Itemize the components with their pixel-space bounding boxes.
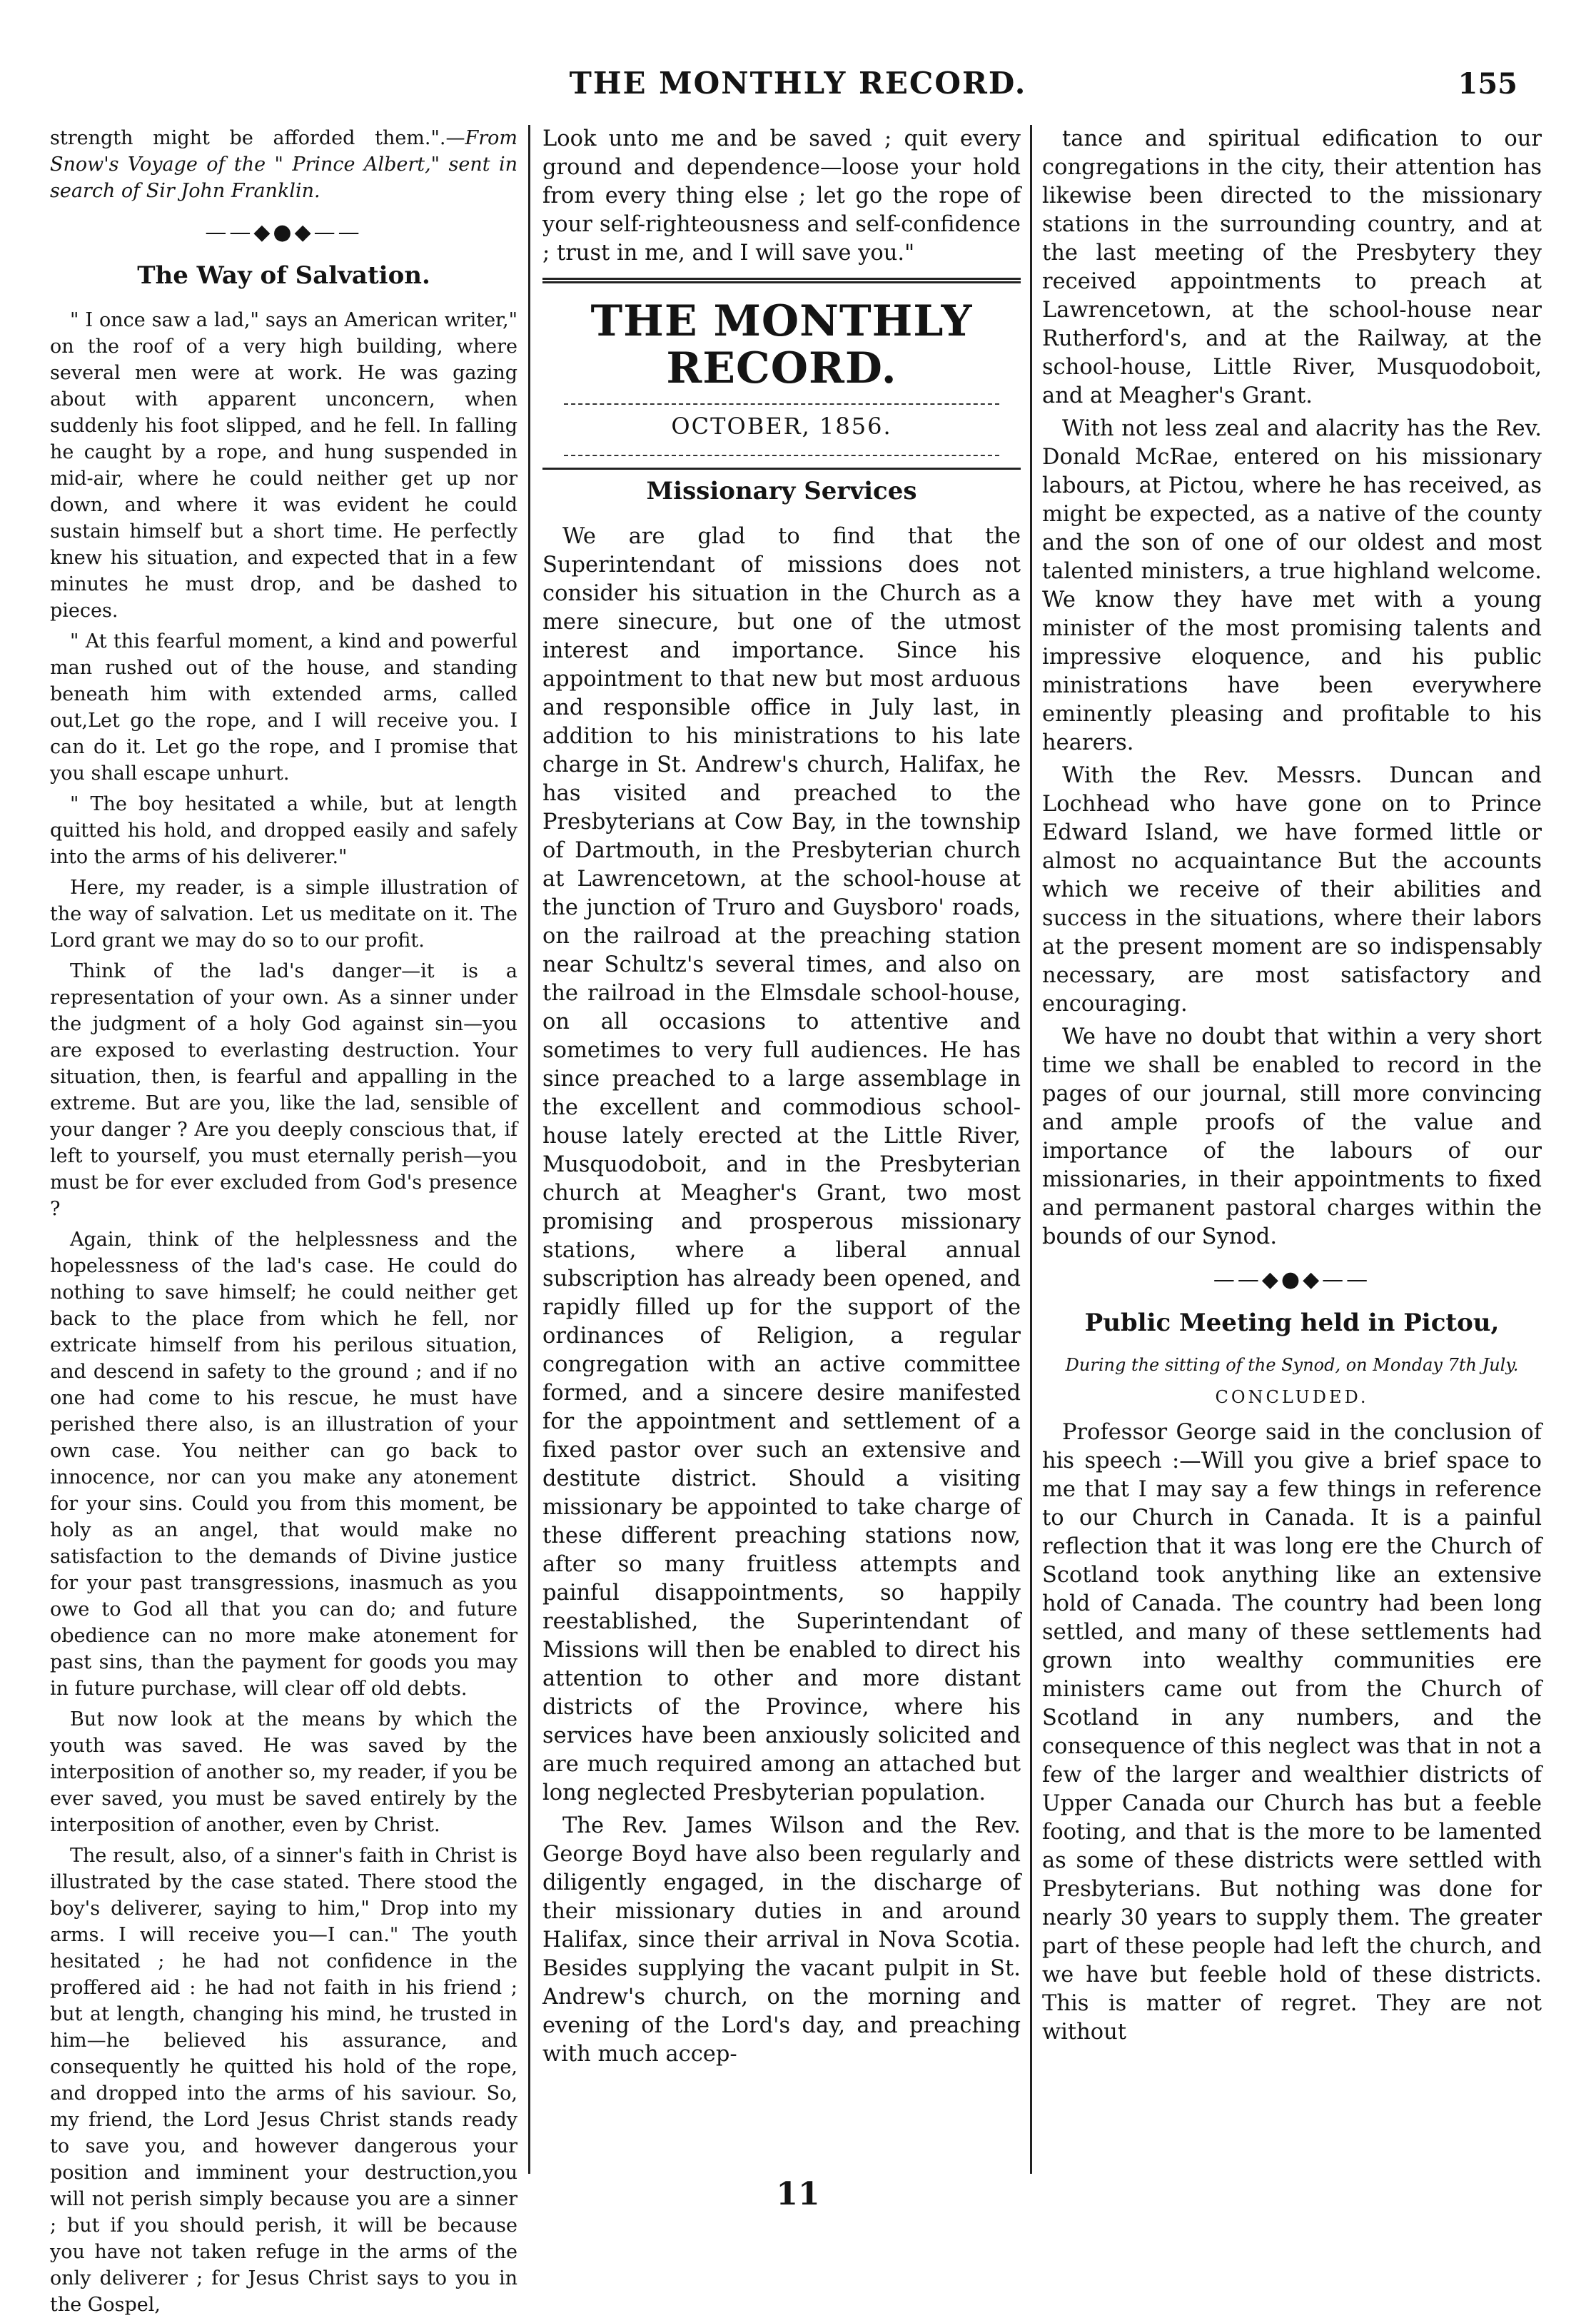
way-of-salvation-paragraph: " The boy hesitated a while, but at length quitted his hold, and dropped easily and safely into the arms of his deliverer." [50, 793, 517, 868]
missionary-continued-paragraph: With not less zeal and alacrity has the Rev. Donald McRae, entered on his missionary labours, at Pictou, where he has received, as might be expected, as a native of the county and the son of one of our oldest and most talented ministers, a true highland welcome. We know they have met with a young minister of the most promising talents and impressive eloquence, and his public ministrations have been everywhere eminently pleasing and profitable to his hearers. [1042, 416, 1542, 755]
missionary-continued-paragraph: With the Rev. Messrs. Duncan and Lochhead who have gone on to Prince Edward Island, we have formed little or almost no acquaintance But the accounts which we receive of their abilities and success in the situations, where their labors at the present moment are so indispensably necessary, are most satisfactory and encouraging. [1042, 763, 1542, 1017]
way-of-salvation-paragraph: " I once saw a lad," says an American writer," on the roof of a very high building, where several men were at work. He was gazing about with apparent unconcern, when suddenly his foot slipped, and he fell. In falling he caught by a rope, and hung suspended in mid-air, where he could neither get up nor down, and where it was evident he could sustain himself but a short time. He perfectly knew his situation, and expected that in a few minutes he must drop, and be dashed to pieces. [50, 309, 517, 622]
article-body-way-of-salvation [50, 307, 517, 2318]
section-ornament: ——◆●◆—— [1213, 1267, 1371, 1292]
column-rule-left [528, 125, 530, 2174]
section-ornament: ——◆●◆—— [205, 220, 363, 245]
way-of-salvation-paragraph: Again, think of the helplessness and the hopelessness of the lad's case. He could do nothing to save himself; he could neither get back to the place from which he fell, nor extricate himself from his perilous situation, and descend in safety to the ground ; and if no one had come to his rescue, he must have perished there also, is an illustration of your own case. You neither can go back to innocence, nor can you make any atonement for your sins. Could you from this moment, be holy as an angel, that would make no satisfaction to the demands of Divine justice for your past transgressions, inasmuch as you owe to God all that you can do; and future obedience can no more make atonement for past sins, than the payment for goods you may in future purchase, will clear off old debts. [50, 1229, 517, 1700]
wavy-rule [564, 448, 999, 456]
missionary-continued-paragraph: tance and spiritual edification to our congregations in the city, their attention has likewise been directed to the missionary stations in the surrounding country, and at the last meeting of the Presbytery they received appointments to preach at Lawrencetown, at the school-house near Rutherford's, and at the Railway, at the school-house, Little River, Musquodoboit, and at Meagher's Grant. [1042, 126, 1542, 408]
article-heading-public-meeting: Public Meeting held in Pictou, [1084, 1309, 1500, 1337]
way-of-salvation-paragraph: Here, my reader, is a simple illustration of the way of salvation. Let us meditate on it. The Lord grant we may do so to our profit. [50, 877, 517, 952]
wavy-rule [564, 396, 999, 405]
article-subheading: During the sitting of the Synod, on Monday 7th July. [1065, 1355, 1519, 1375]
continued-lead-paragraph: Look unto me and be saved ; quit every ground and dependence—loose your hold from every thing else ; let go the rope of your self-righteousness and self-confidence ; trust in me, and I will save you." [542, 126, 1021, 266]
page-number: 155 [1458, 67, 1517, 101]
column-left [50, 125, 517, 2316]
issue-date: OCTOBER, 1856. [671, 413, 892, 440]
source-citation [50, 125, 517, 204]
page-header-title: THE MONTHLY RECORD. [569, 66, 1027, 101]
way-of-salvation-paragraph: But now look at the means by which the youth was saved. He was saved by the interposition of another so, my reader, if you be ever saved, you must be saved entirely by the interposition of another, even by Christ. [50, 1708, 517, 1836]
source-cite: From Snow's Voyage of the " Prince Albert," sent in search of Sir John Franklin. [50, 127, 517, 202]
article-body-missionary-continued [1042, 125, 1542, 1251]
column-rule-right [1030, 125, 1032, 2174]
signature-mark: 11 [776, 2176, 820, 2212]
concluded-label: CONCLUDED. [1215, 1387, 1369, 1407]
article-body-public-meeting [1042, 1418, 1542, 2047]
missionary-continued-paragraph: We have no doubt that within a very short time we shall be enabled to record in the pages of our journal, still more convincing and ample proofs of the value and importance of the labours of our missionaries, in their appointments to fixed and permanent pastoral charges within the bounds of our Synod. [1042, 1024, 1542, 1249]
article-heading-way-of-salvation: The Way of Salvation. [137, 261, 430, 290]
missionary-services-paragraph: The Rev. James Wilson and the Rev. George Boyd have also been regularly and diligently engaged, in the discharge of their missionary duties in and around Halifax, since their arrival in Nova Scotia. Besides supplying the vacant pulpit in St. Andrew's church, on the morning and evening of the Lord's day, and preaching with much accep- [542, 1813, 1021, 2067]
article-heading-missionary-services: Missionary Services [646, 477, 917, 505]
way-of-salvation-paragraph: " At this fearful moment, a kind and powerful man rushed out of the house, and standing beneath him with extended arms, called out,Let go the rope, and I will receive you. I can do it. Let go the rope, and I promise that you shall escape unhurt. [50, 630, 517, 785]
missionary-services-paragraph: We are glad to find that the Superintendant of missions does not consider his situation in the Church as a mere sinecure, but one of the utmost interest and importance. Since his appointment to that new but most arduous and responsible office in July last, in addition to his ministrations to his late charge in St. Andrew's church, Halifax, he has visited and preached to the Presbyterians at Cow Bay, in the township of Dartmouth, in the Presbyterian church at Lawrencetown, at the school-house at the junction of Truro and Guysboro' roads, on the railroad at the preaching station near Schultz's several times, and also on the railroad in the Elmsdale school-house, on all occasions to attentive and sometimes to very full audiences. He has since preached to a large assemblage in the excellent and commodious school-house lately erected at the Little River, Musquodoboit, and in the Presbyterian church at Meagher's Grant, two most promising and prosperous missionary stations, where a liberal annual subscription has already been opened, and rapidly filled up for the support of the ordinances of Religion, a regular congregation with an active committee formed, and a sincere desire manifested for the appointment and settlement of a fixed pastor over such an extensive and destitute district. Should a visiting missionary be appointed to take charge of these different preaching stations now, after so many fruitless attempts and painful disappointments, so happily reestablished, the Superintendant of Missions will then be enabled to direct his attention to other and more distant districts of the Province, where his services have been anxiously solicited and are much required among an attached but long neglected Presbyterian population. [542, 524, 1021, 1805]
source-lead: strength might be afforded them.".— [50, 127, 465, 149]
way-of-salvation-paragraph: Think of the lad's danger—it is a representation of your own. As a sinner under the judgment of a holy God against sin—you are exposed to everlasting destruction. Your situation, then, is fearful and appalling in the extreme. But are you, like the lad, sensible of your danger ? Are you deeply conscious that, if left to yourself, you must eternally perish—you must be for ever excluded from God's presence ? [50, 960, 517, 1220]
masthead-block [542, 278, 1021, 470]
article-body-missionary-services [542, 523, 1021, 2069]
way-of-salvation-paragraph: The result, also, of a sinner's faith in Christ is illustrated by the case stated. There stood the boy's deliverer, saying to him," Drop into my arms. I will receive you—I can." The youth hesitated ; he had not confidence in the proffered aid : he had not faith in his friend ; but at length, changing his mind, he trusted in him—he believed his assurance, and consequently he quitted his hold of the rope, and dropped into the arms of his saviour. So, my friend, the Lord Jesus Christ stands ready to save you, and however dangerous your position and imminent your destruction,you will not perish simply because you are a sinner ; but if you should perish, it will be because you have not taken refuge in the arms of the only deliverer ; for Jesus Christ says to you in the Gospel, [50, 1845, 517, 2316]
column-right [1042, 125, 1542, 2181]
public-meeting-paragraph: Professor George said in the conclusion of his speech :—Will you give a brief space to me that I may say a few things in reference to our Church in Canada. It is a painful reflection that it was long ere the Church of Scotland took anything like an extensive hold of Canada. The country had been long settled, and many of these settlements had grown into wealthy communities ere ministers came out from the Church of Scotland in any numbers, and the consequence of this neglect was that in not a few of the larger and wealthier districts of Upper Canada our Church has but a feeble footing, and that is the more to be lamented as some of these districts were settled with Presbyterians. But nothing was done for nearly 30 years to supply them. The greater part of these people had left the church, and we have but feeble hold of these districts. This is matter of regret. They are not without [1042, 1420, 1542, 2045]
masthead-title: THE MONTHLY RECORD. [590, 296, 973, 393]
column-middle [542, 125, 1021, 2181]
